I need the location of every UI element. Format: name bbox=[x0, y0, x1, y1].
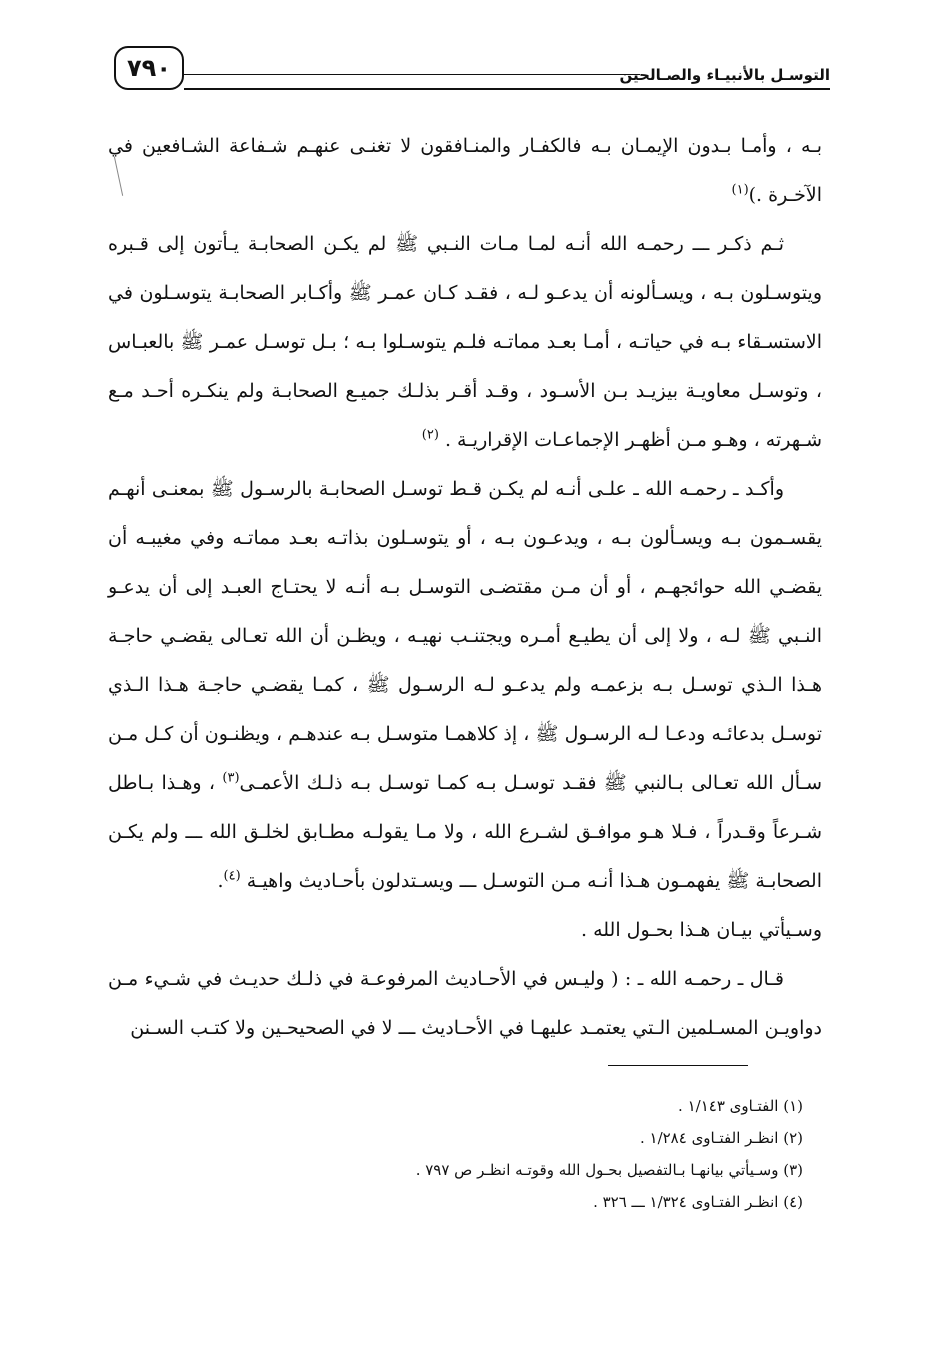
paragraph-2-text: ثـم ذكـر ـــ رحمـه الله أنـه لمـا مـات النـبي ﷺ لم يكـن الصحابـة يـأتون إلى قـبره ويتوسـلون بـه ، ويسـألونه أن يدعـو لـه ، فقـد كـان عمـر ﷺ وأكـابر الصحابـة يتوسـلون في الاستسـقاء بـه في حياتـه ، أمـا بعـد مماتـه فلـم يتوسـلوا بـه ؛ بـل توسـل عمـر ﷺ بالعبـاس ، وتوسـل معاويـة بيزيـد بـن الأسـود ، وقـد أقـر بذلـك جميـع الصحابـة ولم ينكـره أحـد مـع شـهرته ، وهـو مـن أظهـر الإجماعـات الإقراريـة . bbox=[108, 233, 822, 451]
footnote-ref-1: (١) bbox=[731, 182, 749, 198]
paragraph-3 bbox=[108, 465, 822, 906]
footnote-4: (٤) انظـر الفتـاوى ١/٣٢٤ ـــ ٣٢٦ . bbox=[593, 1193, 803, 1211]
page-header bbox=[100, 40, 830, 100]
footnote-3: (٣) وسـيأتي بيانهـا بـالتفصيل بحـول الله وقوتـه انظـر ص ٧٩٧ . bbox=[415, 1161, 803, 1179]
paragraph-3-text-b: ، وهـذا بـاطل شـرعاً وقـدراً ، فـلا هـو موافـق لشـرع الله ، ولا مـا يقولـه مطـابق لخلـق الله ـــ ولم يكـن الصحابـة ﷺ يفهمـون هـذا أنـه مـن التوسـل ـــ ويسـتدلون بأحـاديث واهيـة bbox=[108, 772, 822, 892]
footnote-ref-3: (٣) bbox=[222, 770, 240, 786]
paragraph-4: وسـيأتي بيـان هـذا بحـول الله . bbox=[581, 919, 822, 941]
running-title: التوسـل بالأنبيـاء والصـالحين bbox=[619, 66, 830, 84]
page-number: ٧٩٠ bbox=[114, 46, 184, 90]
footnote-separator bbox=[608, 1065, 748, 1066]
paragraph-5: قـال ـ رحمـه الله ـ : ( وليـس في الأحـاديث المرفوعـة في ذلـك حديـث في شـيء مـن دواويـن المسـلمين الـتي يعتمـد عليهـا في الأحـاديث ـــ لا في الصحيحـين ولا كتـب السـنن bbox=[108, 968, 822, 1039]
footnote-ref-4: (٤) bbox=[223, 868, 241, 884]
header-rule-bottom bbox=[184, 88, 830, 90]
footnotes bbox=[203, 1090, 803, 1218]
paragraph-3-text-c: . bbox=[217, 870, 224, 892]
footnote-1: (١) الفتـاوى ١/١٤٣ . bbox=[678, 1097, 803, 1115]
main-text bbox=[108, 122, 822, 1053]
paragraph-1 bbox=[108, 122, 822, 220]
footnote-ref-2: (٢) bbox=[421, 427, 439, 443]
paragraph-3-text-a: وأكـد ـ رحمـه الله ـ علـى أنـه لم يكـن قـط توسـل الصحابـة بالرسـول ﷺ بمعنـى أنهـم يقسـمون بـه ويسـألون بـه ، ويدعـون بـه ، أو يتوسـلون بذاتـه بعـد مماتـه وفي مغيبـه أن يقضـي الله حوائجهـم ، أو أن مـن مقتضـى التوسـل بـه أنـه لا يحتـاج العبـد إلى أن يدعـو النـبي ﷺ لـه ، ولا إلى أن يطيـع أمـره ويجتنـب نهيـه ، ويظـن أن الله تعـالى يقضـي حاجـة هـذا الـذي توسـل بـه بزعمـه ولم يدعـو لـه الرسـول ﷺ ، كمـا يقضـي حاجـة هـذا الـذي توسـل بدعائـه ودعـا لـه الرسـول ﷺ ، إذ كلاهمـا متوسـل بـه عندهـم ، ويظنـون أن كـل مـن سـأل الله تعـالى بـالنبي ﷺ فقـد توسـل بـه كمـا توسـل بـه ذلـك الأعمـى bbox=[108, 478, 822, 794]
paragraph-1-text: بـه ، وأمـا بـدون الإيمـان بـه فالكفـار والمنـافقون لا تغنـى عنهـم شـفاعة الشـافعين في الآخـرة .) bbox=[108, 135, 822, 206]
paragraph-2 bbox=[108, 220, 822, 465]
footnote-2: (٢) انظـر الفتـاوى ١/٢٨٤ . bbox=[639, 1129, 803, 1147]
header-rule-top bbox=[184, 74, 640, 75]
